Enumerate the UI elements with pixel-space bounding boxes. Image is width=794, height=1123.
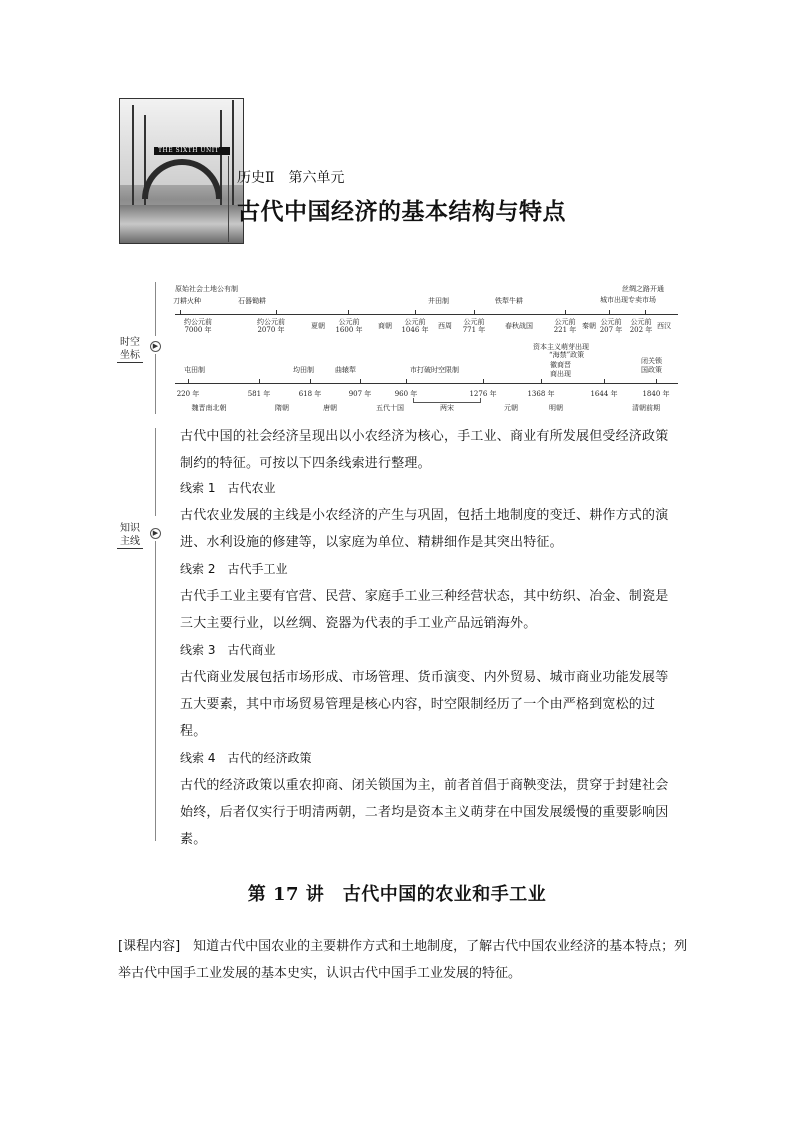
tl-label: 公元前 202 年: [629, 318, 653, 334]
tl-label: 原始社会土地公有制: [175, 285, 238, 293]
tl-year: 581 年: [247, 390, 271, 398]
tl-label: 市打破时空限制: [410, 366, 459, 374]
tick: [415, 310, 416, 315]
tick: [406, 379, 407, 384]
tl-label: 铁犁牛耕: [495, 297, 523, 305]
unit-title: 古代中国经济的基本结构与特点: [237, 199, 566, 225]
tl-label: 城市出现专卖市场: [600, 296, 656, 304]
tl-label: “海禁”政策: [549, 351, 585, 359]
unit-label: 历史Ⅱ 第六单元: [237, 170, 345, 186]
tl-label: 屯田制: [184, 366, 205, 374]
tl-label: 西周: [438, 322, 452, 330]
unit-band-text: THE SIXTH UNIT: [158, 147, 220, 154]
tl-year: 618 年: [298, 390, 322, 398]
tl-label: 公元前 771 年: [462, 318, 486, 334]
tick: [474, 310, 475, 315]
tl-year: 907 年: [348, 390, 372, 398]
tl-label: 丝绸之路开通: [622, 285, 664, 293]
clue-text: 古代的经济政策以重农抑商、闭关锁国为主，前者首倡于商鞅变法，贯穿于封建社会始终，后者仅实行于明清两朝，二者均是资本主义萌芽在中国发展缓慢的重要影响因素。: [180, 778, 669, 847]
tl-dynasty: 清朝前期: [632, 404, 660, 412]
play-arrow-icon: ▶: [150, 341, 161, 352]
timeline-top-axis: [175, 314, 678, 315]
tick: [360, 379, 361, 384]
timeline-side-label-line2: 坐标: [120, 350, 140, 361]
side-rule-knowledge-top: [155, 428, 156, 516]
tl-year: 1644 年: [590, 390, 618, 398]
clue-title: 线索 2 古代手工业: [180, 562, 288, 576]
tick: [483, 379, 484, 384]
clue-text: 古代农业发展的主线是小农经济的产生与巩固，包括土地制度的变迁、耕作方式的演进、水利设施的修建等，以家庭为单位、精耕细作是其突出特征。: [180, 508, 669, 550]
course-content: [118, 933, 688, 987]
course-label: [课程内容]: [118, 939, 181, 954]
tl-label: 春秋战国: [505, 322, 533, 330]
tl-dynasty: 元朝: [504, 404, 518, 412]
clue-text: 古代商业发展包括市场形成、市场管理、货币演变、内外贸易、城市商业功能发展等五大要素，其中市场贸易管理是核心内容，时空限制经历了一个由严格到宽松的过程。: [180, 670, 669, 739]
lesson-title: 第 17 讲 古代中国的农业和手工业: [247, 884, 547, 905]
tl-label: 西汉: [657, 322, 671, 330]
song-bracket: [413, 398, 481, 403]
tick: [656, 379, 657, 384]
tick: [348, 310, 349, 315]
knowledge-side-label-line1: 知识: [120, 523, 140, 534]
tl-label: 秦朝: [582, 322, 596, 330]
tick: [259, 379, 260, 384]
tl-label: 商朝: [378, 322, 392, 330]
side-rule-top: [155, 282, 156, 336]
tl-dynasty: 魏晋南北朝: [191, 404, 227, 412]
tl-dynasty: 唐朝: [323, 404, 337, 412]
tl-label: 刀耕火种: [173, 297, 201, 305]
knowledge-side-label: [117, 522, 143, 549]
tick: [180, 310, 181, 315]
tick: [541, 379, 542, 384]
tl-dynasty: 明朝: [549, 404, 563, 412]
header-divider: [228, 156, 229, 242]
tl-label: 约公元前 7000 年: [184, 318, 212, 334]
tick: [188, 379, 189, 384]
tl-year: 1368 年: [527, 390, 555, 398]
tl-label: 曲辕犁: [335, 366, 356, 374]
tl-year: 960 年: [394, 390, 418, 398]
clue-text: 古代手工业主要有官营、民营、家庭手工业三种经营状态，其中纺织、冶金、制瓷是三大主要行业，以丝绸、瓷器为代表的手工业产品远销海外。: [180, 589, 669, 631]
tl-label: 公元前 221 年: [553, 318, 577, 334]
tl-label: 公元前 1046 年: [401, 318, 429, 334]
tick: [609, 310, 610, 315]
tl-year: 220 年: [176, 390, 200, 398]
tl-dynasty: 两宋: [440, 404, 454, 412]
tl-label: 国政策: [641, 366, 662, 374]
tl-dynasty: 五代十国: [376, 404, 404, 412]
tl-label: 资本主义萌芽出现: [533, 343, 589, 351]
clue-title: 线索 1 古代农业: [180, 481, 276, 495]
tl-label: 夏朝: [311, 322, 325, 330]
tl-year: 1276 年: [469, 390, 497, 398]
unit-photo: [119, 98, 244, 244]
side-rule-bottom: [155, 354, 156, 414]
intro-paragraph: 古代中国的社会经济呈现出以小农经济为核心，手工业、商业有所发展但受经济政策制约的特征。可按以下四条线索进行整理。: [180, 429, 669, 471]
tl-label: 石器锄耕: [238, 297, 266, 305]
tl-label: 约公元前 2070 年: [257, 318, 285, 334]
timeline-side-label: [117, 336, 143, 363]
tl-label: 商出现: [550, 370, 571, 378]
side-rule-knowledge-bottom: [155, 541, 156, 841]
tick: [604, 379, 605, 384]
tick: [310, 379, 311, 384]
tl-label: 徽商晋: [550, 361, 571, 369]
tick: [276, 310, 277, 315]
tl-year: 1840 年: [642, 390, 670, 398]
clue-title: 线索 3 古代商业: [180, 643, 276, 657]
tl-label: 闭关锁: [641, 357, 662, 365]
tl-label: 井田制: [428, 297, 449, 305]
tl-label: 均田制: [293, 366, 314, 374]
tl-label: 公元前 207 年: [599, 318, 623, 334]
timeline-side-label-line1: 时空: [120, 337, 140, 348]
course-text: 知道古代中国农业的主要耕作方式和土地制度，了解古代中国农业经济的基本特点；列举古代中国手工业发展的基本史实，认识古代中国手工业发展的特征。: [118, 939, 688, 981]
tick: [645, 310, 646, 315]
tick: [565, 310, 566, 315]
knowledge-side-label-line2: 主线: [120, 536, 140, 547]
timeline-bottom-axis: [175, 383, 678, 384]
clue-title: 线索 4 古代的经济政策: [180, 751, 312, 765]
play-arrow-icon: ▶: [150, 528, 161, 539]
tl-dynasty: 隋朝: [275, 404, 289, 412]
tl-label: 公元前 1600 年: [335, 318, 363, 334]
